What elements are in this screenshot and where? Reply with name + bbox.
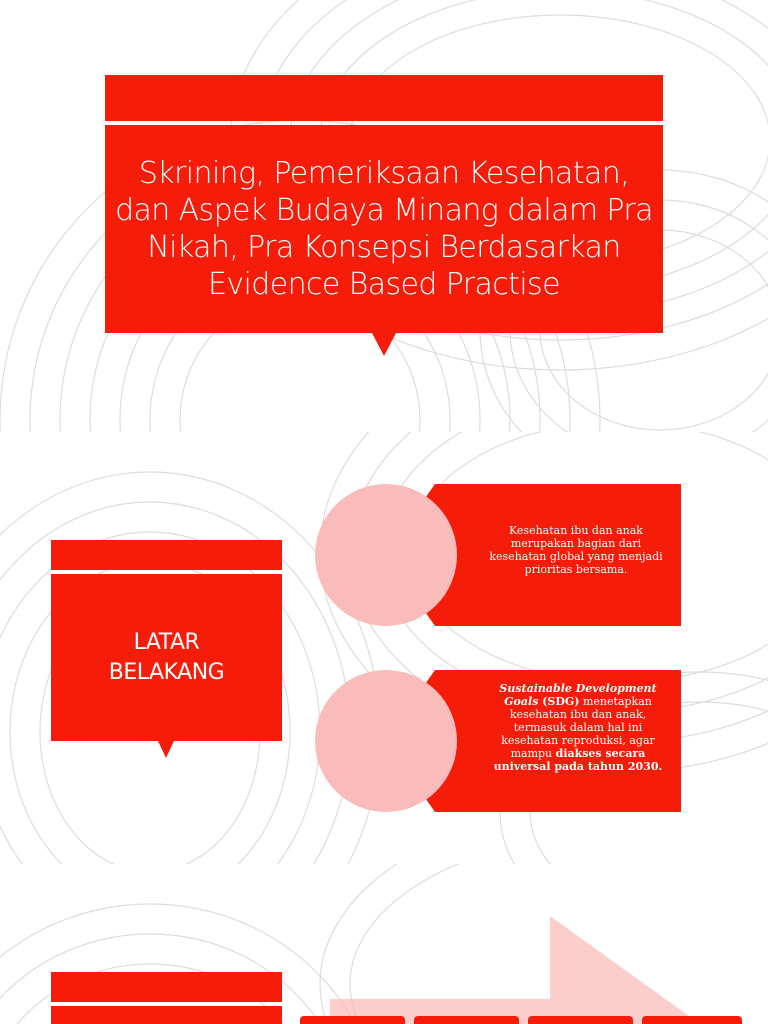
title-slide — [0, 0, 768, 432]
process-step-4 — [642, 1016, 742, 1024]
card-1-circle — [315, 484, 457, 626]
title-pointer — [372, 333, 396, 356]
third-slide — [0, 864, 768, 1024]
heading-accent-bar — [51, 540, 282, 570]
card-2-bold-end: diakses secara universal pada tahun 2030. — [493, 747, 663, 773]
heading-box — [51, 1006, 282, 1024]
process-step-1 — [300, 1016, 405, 1024]
heading-line-2: BELAKANG — [108, 659, 225, 685]
info-card-1 — [315, 484, 681, 626]
card-2-circle — [315, 670, 457, 812]
process-step-2 — [414, 1016, 519, 1024]
process-step-3 — [528, 1016, 633, 1024]
info-card-2 — [315, 670, 681, 812]
card-2-text — [485, 682, 671, 773]
heading-text — [109, 628, 224, 688]
title-accent-bar — [105, 75, 663, 121]
heading-pointer — [158, 741, 174, 758]
latar-belakang-slide — [0, 432, 768, 864]
card-2-middle: menetapkan kesehatan ibu dan anak, termasuk dalam hal ini kesehatan reproduksi, agar mampu — [501, 695, 655, 760]
heading-box — [51, 574, 282, 741]
slide-title: Skrining, Pemeriksaan Kesehatan, dan Aspek Budaya Minang dalam Pra Nikah, Pra Konsepsi Berdasarkan Evidence Based Practise — [115, 156, 653, 302]
sdg-abbr: (SDG) — [542, 695, 580, 708]
title-box — [105, 125, 663, 333]
card-1-text: Kesehatan ibu dan anak merupakan bagian dari kesehatan global yang menjadi prioritas bersama. — [489, 524, 663, 576]
heading-line-1: LATAR — [133, 629, 200, 655]
sdg-italic: Sustainable Development Goals — [499, 682, 657, 708]
heading-accent-bar — [51, 972, 282, 1002]
